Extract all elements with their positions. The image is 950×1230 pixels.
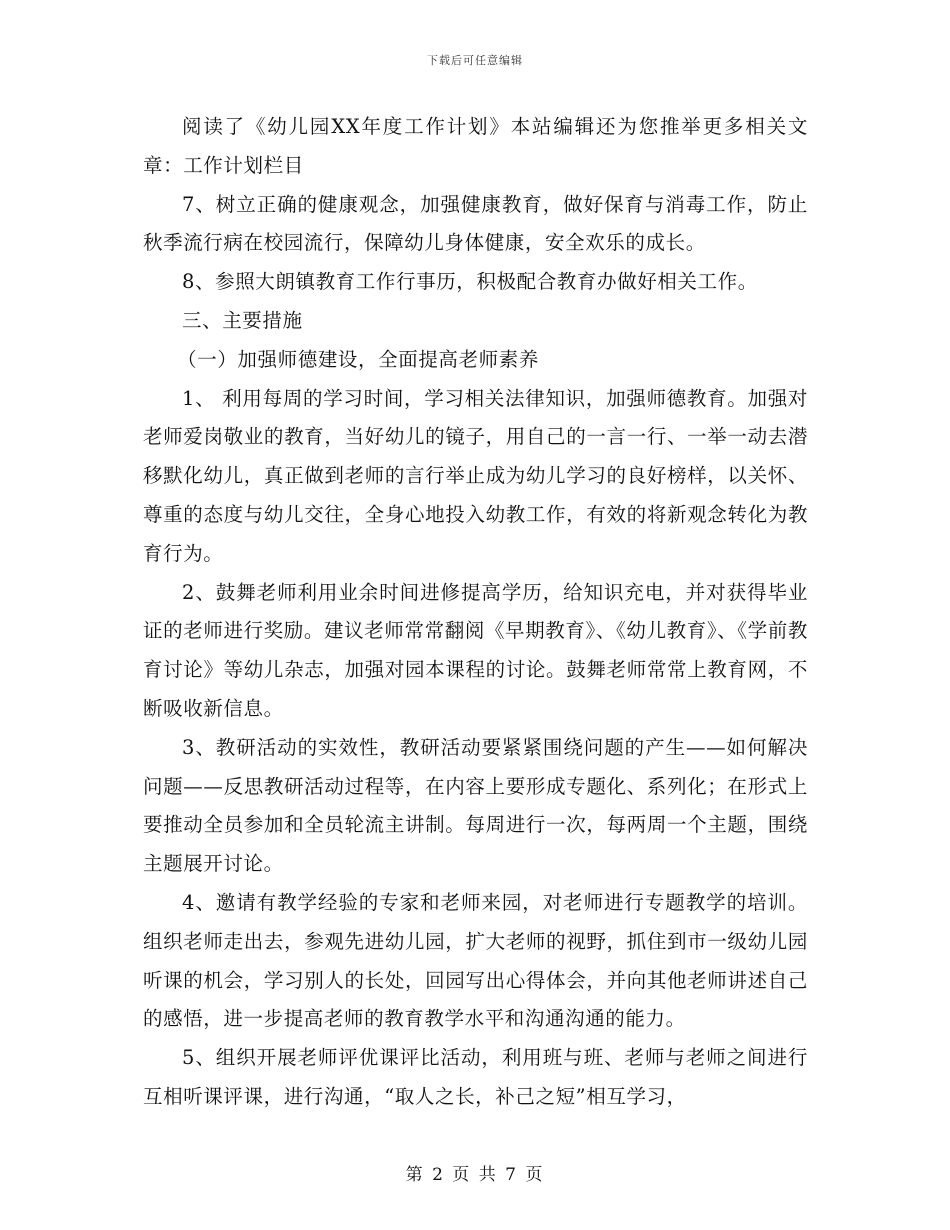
paragraph-intro: 阅读了《幼儿园XX年度工作计划》本站编辑还为您推举更多相关文章：工作计划栏目: [143, 115, 808, 177]
paragraph-item-8: 8、参照大朗镇教育工作行事历，积极配合教育办做好相关工作。: [182, 270, 758, 294]
paragraph-item-7: 7、树立正确的健康观念，加强健康教育，做好保育与消毒工作，防止秋季流行病在校园流行，保障幼儿身体健康，安全欢乐的成长。: [143, 192, 808, 255]
paragraph-measure-1: 1、 利用每周的学习时间，学习相关法律知识，加强师德教育。加强对老师爱岗敬业的教育，当好幼儿的镜子，用自己的一言一行、一举一动去潜移默化幼儿，真正做到老师的言行举止成为幼儿学习的良好榜样，以关怀、尊重的态度与幼儿交往，全身心地投入幼教工作，有效的将新观念转化为教育行为。: [143, 386, 808, 565]
paragraph-measure-5: 5、组织开展老师评优课评比活动，利用班与班、老师与老师之间进行互相听课评课，进行沟通，“取人之长，补己之短”相互学习，: [143, 1046, 808, 1108]
paragraph-measure-4: 4、邀请有教学经验的专家和老师来园，对老师进行专题教学的培训。组织老师走出去，参观先进幼儿园，扩大老师的视野，抓住到市一级幼儿园听课的机会，学习别人的长处，回园写出心得体会，并向其他老师讲述自己的感悟，进一步提高老师的教育教学水平和沟通沟通的能力。: [143, 890, 808, 1031]
page-header: 下载后可任意编辑: [427, 54, 523, 67]
paragraph-measure-2: 2、鼓舞老师利用业余时间进修提高学历，给知识充电，并对获得毕业证的老师进行奖励。建议老师常常翻阅《早期教育》、《幼儿教育》、《学前教育讨论》等幼儿杂志，加强对园本课程的讨论。鼓舞老师常常上教育网，不断吸收新信息。: [143, 580, 808, 720]
document-body: [143, 108, 808, 1117]
paragraph-measure-3: 3、教研活动的实效性，教研活动要紧紧围绕问题的产生——如何解决问题——反思教研活动过程等，在内容上要形成专题化、系列化；在形式上要推动全员参加和全员轮流主讲制。每周进行一次，每两周一个主题，围绕主题展开讨论。: [143, 735, 808, 876]
section-heading-measures: 三、主要措施: [182, 308, 303, 332]
page-footer: 第 2 页 共 7 页: [405, 1165, 545, 1185]
subsection-heading-ethics: （一）加强师德建设，全面提高老师素养: [177, 347, 539, 371]
